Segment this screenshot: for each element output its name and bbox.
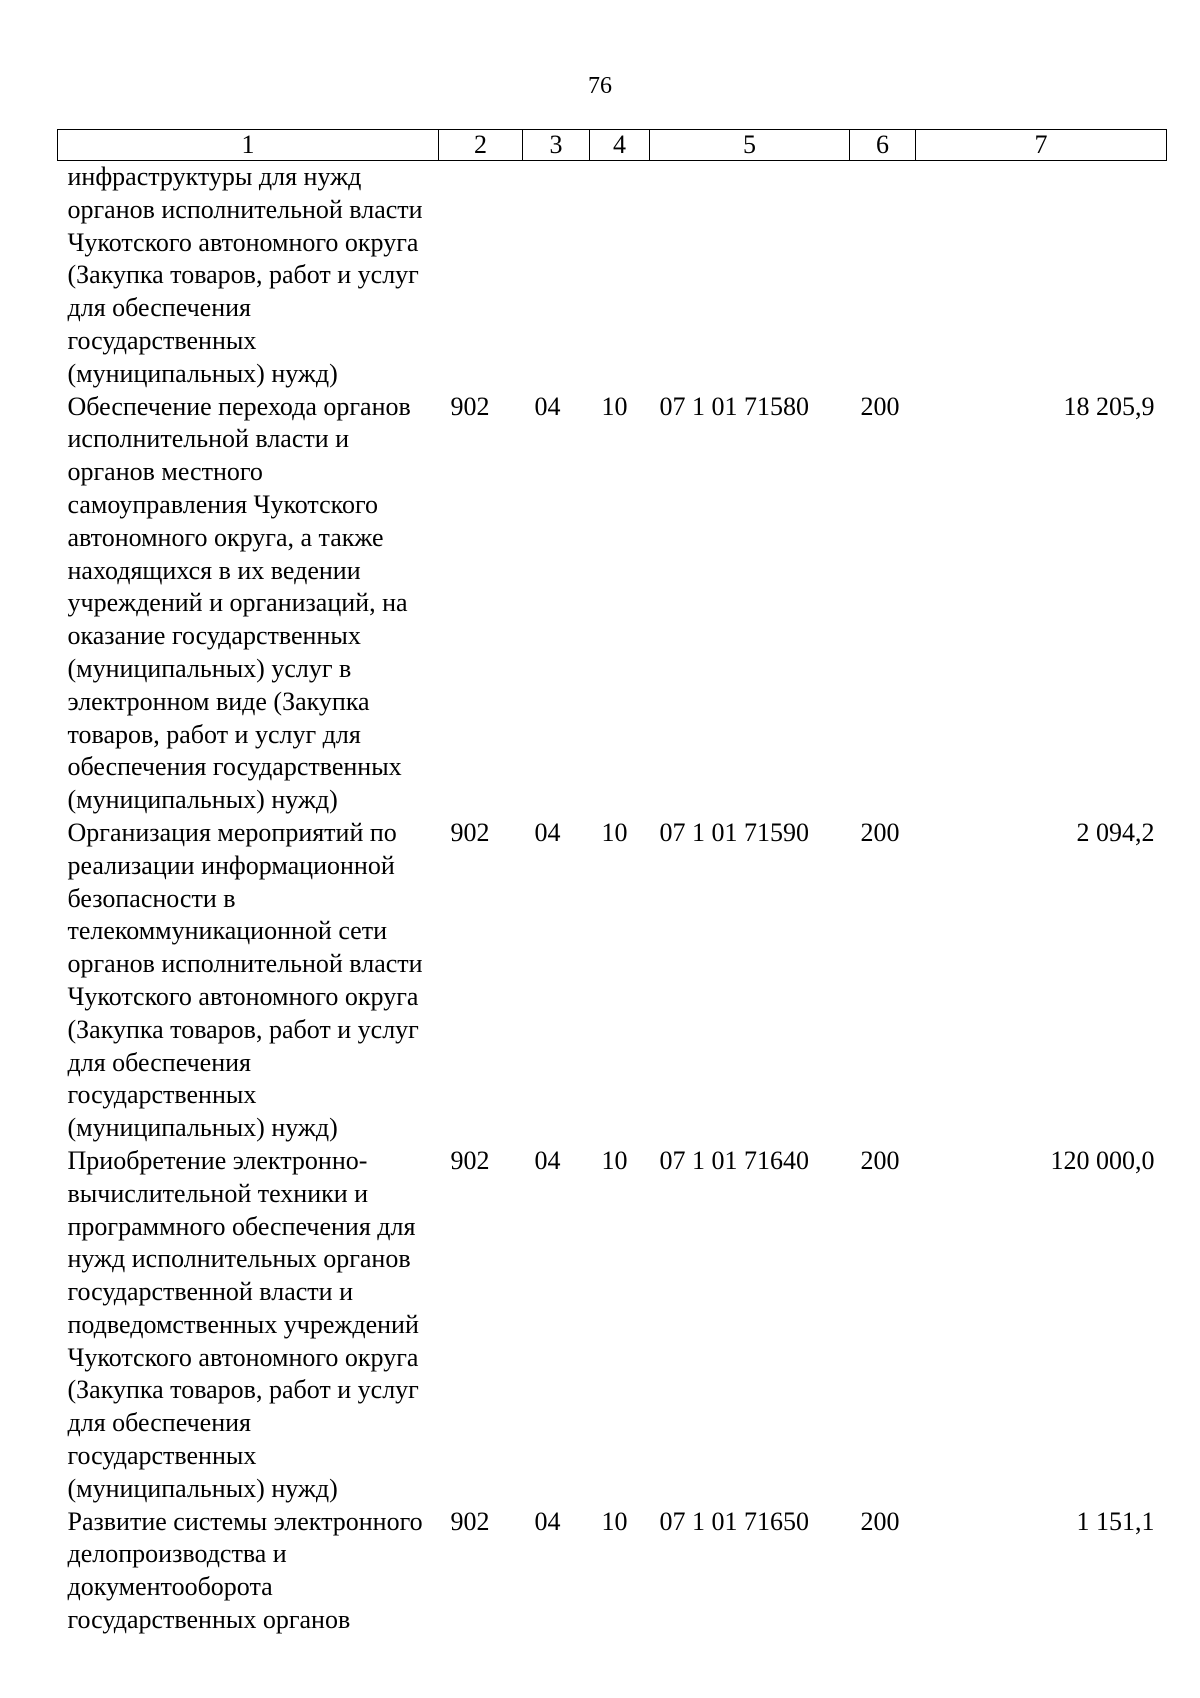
subsection-code: 10 (601, 1506, 628, 1536)
description-line: оказание государственных (67, 621, 361, 651)
description-line: Чукотского автономного округа (67, 1342, 419, 1372)
target-article-code: 07 1 01 71640 (659, 1145, 809, 1175)
table-row (58, 1506, 1167, 1637)
description-line: электронном виде (Закупка (67, 686, 370, 716)
description-line: самоуправления Чукотского (67, 489, 378, 519)
description-line: документооборота (67, 1572, 273, 1602)
description-line: (муниципальных) нужд) (67, 1113, 338, 1143)
description-line: (муниципальных) нужд) (67, 358, 338, 388)
description-line: для обеспечения (67, 293, 251, 323)
description-line: вычислительной техники и (67, 1178, 369, 1208)
description-line: органов исполнительной власти (67, 194, 423, 224)
amount-value: 2 094,2 (1076, 817, 1155, 847)
description-line: (Закупка товаров, работ и услуг (67, 260, 419, 290)
description-line: (Закупка товаров, работ и услуг (67, 1014, 419, 1044)
header-col-6: 6 (850, 130, 916, 161)
description-line: делопроизводства и (67, 1539, 287, 1569)
section-code: 04 (534, 391, 561, 421)
expense-type-code: 200 (860, 1506, 900, 1536)
row-description (58, 1145, 439, 1506)
row-description (58, 817, 439, 1145)
target-article-code: 07 1 01 71590 (659, 817, 809, 847)
description-line: товаров, работ и услуг для (67, 719, 361, 749)
ministry-code (439, 161, 523, 391)
amount-value: 18 205,9 (1063, 391, 1155, 421)
description-line: подведомственных учреждений (67, 1309, 419, 1339)
ministry-code: 902 (450, 1506, 490, 1536)
description-line: Обеспечение перехода органов (67, 391, 411, 421)
header-col-4: 4 (590, 130, 650, 161)
target-article-code (650, 161, 850, 391)
table-row (58, 1145, 1167, 1506)
description-line: государственных органов (67, 1605, 351, 1635)
description-line: Чукотского автономного округа (67, 227, 419, 257)
row-description (58, 1506, 439, 1637)
description-line: реализации информационной (67, 850, 395, 880)
description-line: исполнительной власти и (67, 424, 350, 454)
description-line: Чукотского автономного округа (67, 981, 419, 1011)
expense-type-code: 200 (860, 391, 900, 421)
header-col-5: 5 (650, 130, 850, 161)
header-col-3: 3 (523, 130, 590, 161)
description-line: (Закупка товаров, работ и услуг (67, 1375, 419, 1405)
amount-value: 120 000,0 (1050, 1145, 1155, 1175)
table-row (58, 391, 1167, 817)
table-row (58, 817, 1167, 1145)
amount-value (916, 161, 1167, 391)
page-number: 76 (588, 73, 612, 99)
section-code (523, 161, 590, 391)
description-line: автономного округа, а также (67, 522, 384, 552)
description-line: (муниципальных) нужд) (67, 785, 338, 815)
header-col-1: 1 (58, 130, 439, 161)
subsection-code: 10 (601, 817, 628, 847)
description-line: органов местного (67, 457, 263, 487)
description-line: государственных (67, 325, 257, 355)
description-line: программного обеспечения для (67, 1211, 416, 1241)
target-article-code: 07 1 01 71580 (659, 391, 809, 421)
subsection-code: 10 (601, 391, 628, 421)
table-row (58, 161, 1167, 391)
expense-type-code: 200 (860, 817, 900, 847)
description-line: Приобретение электронно- (67, 1145, 368, 1175)
section-code: 04 (534, 817, 561, 847)
description-line: государственных (67, 1441, 257, 1471)
table-body (58, 161, 1167, 1637)
header-row (58, 130, 1167, 161)
subsection-code: 10 (601, 1145, 628, 1175)
ministry-code: 902 (450, 391, 490, 421)
row-description (58, 391, 439, 817)
header-col-2: 2 (439, 130, 523, 161)
target-article-code: 07 1 01 71650 (659, 1506, 809, 1536)
description-line: телекоммуникационной сети (67, 916, 387, 946)
description-line: учреждений и организаций, на (67, 588, 408, 618)
budget-table (57, 129, 1167, 1637)
ministry-code: 902 (450, 1145, 490, 1175)
description-line: Организация мероприятий по (67, 817, 397, 847)
subsection-code (590, 161, 650, 391)
expense-type-code: 200 (860, 1145, 900, 1175)
amount-value: 1 151,1 (1076, 1506, 1155, 1536)
description-line: Развитие системы электронного (67, 1506, 423, 1536)
description-line: обеспечения государственных (67, 752, 402, 782)
description-line: (муниципальных) услуг в (67, 653, 352, 683)
row-description (58, 161, 439, 391)
description-line: государственной власти и (67, 1277, 353, 1307)
expense-type-code (850, 161, 916, 391)
description-line: инфраструктуры для нужд (67, 162, 362, 191)
section-code: 04 (534, 1145, 561, 1175)
section-code: 04 (534, 1506, 561, 1536)
header-col-7: 7 (916, 130, 1167, 161)
description-line: нужд исполнительных органов (67, 1244, 411, 1274)
description-line: государственных (67, 1080, 257, 1110)
table-header (58, 130, 1167, 161)
description-line: (муниципальных) нужд) (67, 1473, 338, 1503)
description-line: для обеспечения (67, 1408, 251, 1438)
description-line: органов исполнительной власти (67, 949, 423, 979)
description-line: для обеспечения (67, 1047, 251, 1077)
ministry-code: 902 (450, 817, 490, 847)
description-line: безопасности в (67, 883, 236, 913)
description-line: находящихся в их ведении (67, 555, 361, 585)
